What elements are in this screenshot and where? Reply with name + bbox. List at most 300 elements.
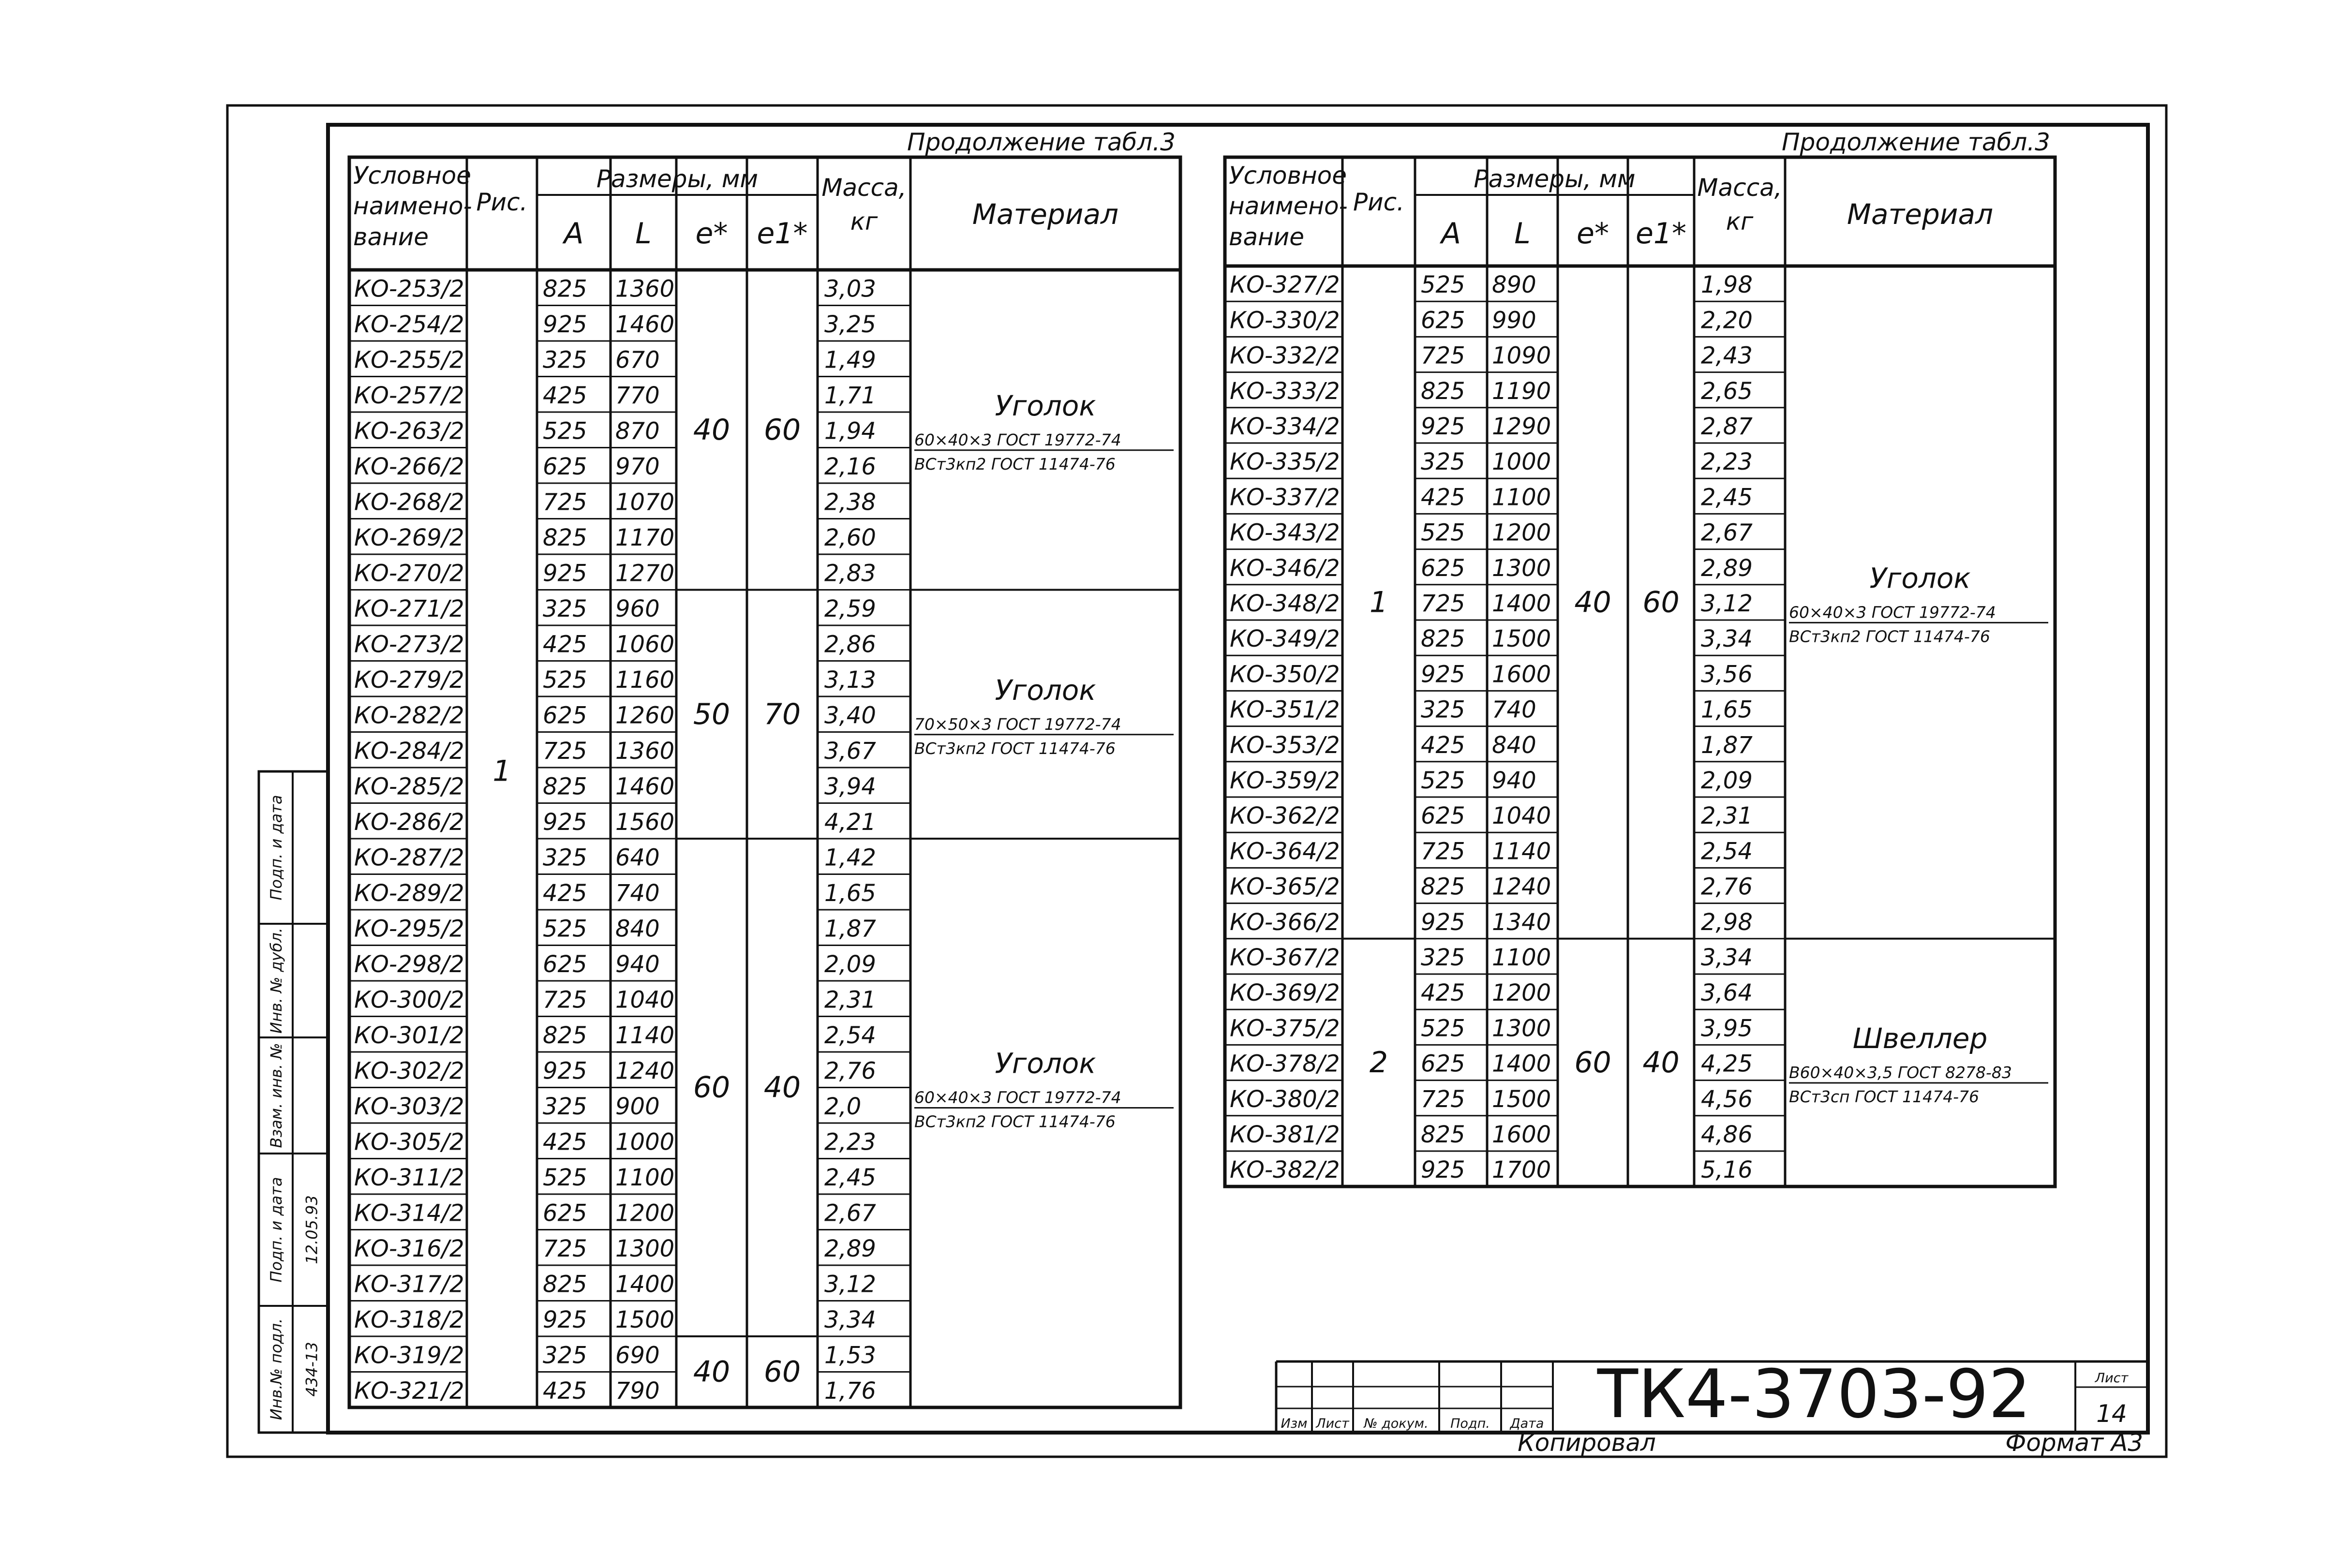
row-a: 325 bbox=[543, 346, 587, 374]
row-mass: 2,89 bbox=[1701, 554, 1753, 582]
row-mass: 4,21 bbox=[824, 809, 876, 836]
row-a: 825 bbox=[543, 1271, 587, 1298]
row-a: 525 bbox=[543, 915, 587, 943]
row-l: 1040 bbox=[1492, 802, 1551, 830]
row-a: 425 bbox=[1421, 979, 1465, 1007]
drawing-code: ТК4-3703-92 bbox=[1597, 1355, 2031, 1433]
row-mass: 3,13 bbox=[824, 666, 876, 694]
row-a: 525 bbox=[1421, 1015, 1465, 1042]
row-l: 970 bbox=[615, 453, 660, 480]
row-l: 1000 bbox=[615, 1128, 675, 1156]
row-l: 1100 bbox=[615, 1164, 675, 1191]
row-l: 1560 bbox=[615, 809, 675, 836]
header-name: наимено- bbox=[353, 192, 472, 220]
row-a: 325 bbox=[543, 595, 587, 622]
row-name: КО-314/2 bbox=[354, 1199, 464, 1227]
row-name: КО-380/2 bbox=[1230, 1085, 1340, 1113]
row-mass: 2,89 bbox=[824, 1235, 876, 1262]
group-material-steel: ВСт3кп2 ГОСТ 11474-76 bbox=[914, 1112, 1116, 1131]
row-a: 825 bbox=[1421, 1121, 1465, 1148]
row-l: 670 bbox=[615, 346, 660, 374]
header-mass: Масса, bbox=[1697, 174, 1782, 202]
row-name: КО-353/2 bbox=[1230, 731, 1340, 759]
row-name: КО-300/2 bbox=[354, 986, 464, 1014]
row-a: 825 bbox=[1421, 377, 1465, 405]
side-stamp-label: Взам. инв. № bbox=[267, 1043, 285, 1148]
side-stamp-label: Подп. и дата bbox=[267, 795, 285, 901]
row-a: 725 bbox=[543, 488, 587, 516]
sheet-frames bbox=[227, 105, 2166, 1457]
row-mass: 1,87 bbox=[824, 915, 876, 943]
row-mass: 1,87 bbox=[1701, 731, 1753, 759]
header-mass: Масса, bbox=[821, 174, 907, 202]
table-border bbox=[349, 157, 1180, 1407]
row-mass: 3,56 bbox=[1701, 661, 1753, 688]
row-l: 940 bbox=[1492, 767, 1536, 794]
header-e1: e1* bbox=[757, 217, 808, 251]
row-a: 925 bbox=[543, 311, 587, 338]
row-mass: 2,45 bbox=[824, 1164, 876, 1191]
row-a: 725 bbox=[1421, 1085, 1465, 1113]
row-a: 625 bbox=[1421, 1050, 1465, 1078]
row-a: 825 bbox=[543, 773, 587, 800]
row-name: КО-332/2 bbox=[1230, 342, 1340, 370]
side-stamp-label: Инв. № дубл. bbox=[267, 928, 285, 1034]
row-a: 425 bbox=[543, 631, 587, 658]
row-name: КО-334/2 bbox=[1230, 413, 1340, 440]
row-mass: 2,59 bbox=[824, 595, 876, 622]
row-l: 960 bbox=[615, 595, 660, 622]
row-name: КО-333/2 bbox=[1230, 377, 1340, 405]
outer-trim-frame bbox=[227, 105, 2166, 1457]
group-fig: 1 bbox=[1369, 585, 1388, 620]
row-l: 1070 bbox=[615, 488, 675, 516]
row-name: КО-375/2 bbox=[1230, 1015, 1340, 1042]
row-mass: 2,65 bbox=[1701, 377, 1753, 405]
header-name: Условное bbox=[353, 162, 472, 190]
group-material-profile: 60×40×3 ГОСТ 19772-74 bbox=[1789, 603, 1996, 622]
header-dims: Размеры, мм bbox=[1474, 165, 1636, 193]
row-mass: 2,31 bbox=[1701, 802, 1753, 830]
row-l: 1500 bbox=[615, 1306, 675, 1333]
title-block-col-label: Лист bbox=[1316, 1416, 1349, 1431]
group-material-profile: 60×40×3 ГОСТ 19772-74 bbox=[914, 430, 1121, 449]
row-l: 1100 bbox=[1492, 944, 1551, 971]
row-name: КО-303/2 bbox=[354, 1093, 464, 1120]
row-a: 525 bbox=[543, 666, 587, 694]
row-l: 1600 bbox=[1492, 1121, 1551, 1148]
row-name: КО-271/2 bbox=[354, 595, 464, 622]
row-mass: 4,56 bbox=[1701, 1085, 1753, 1113]
row-name: КО-321/2 bbox=[354, 1377, 464, 1405]
row-a: 725 bbox=[1421, 590, 1465, 617]
row-l: 1090 bbox=[1492, 342, 1551, 370]
fig-value: 1 bbox=[492, 754, 511, 788]
row-name: КО-348/2 bbox=[1230, 590, 1340, 617]
row-name: КО-269/2 bbox=[354, 524, 464, 551]
row-l: 1270 bbox=[615, 560, 675, 587]
row-mass: 1,76 bbox=[824, 1377, 876, 1405]
header-fig: Рис. bbox=[1353, 188, 1405, 216]
row-l: 640 bbox=[615, 844, 660, 872]
side-stamp bbox=[259, 771, 328, 1433]
row-a: 325 bbox=[1421, 696, 1465, 724]
header-material: Материал bbox=[972, 198, 1119, 231]
row-mass: 2,09 bbox=[1701, 767, 1753, 794]
row-l: 1200 bbox=[1492, 519, 1551, 547]
group-material-steel: ВСт3сп ГОСТ 11474-76 bbox=[1789, 1087, 1980, 1106]
row-l: 1170 bbox=[615, 524, 675, 551]
row-name: КО-335/2 bbox=[1230, 448, 1340, 476]
row-name: КО-266/2 bbox=[354, 453, 464, 480]
group-material-profile: В60×40×3,5 ГОСТ 8278-83 bbox=[1789, 1063, 2012, 1082]
title-block-col-label: Подп. bbox=[1450, 1416, 1490, 1431]
group-e1: 60 bbox=[1642, 585, 1680, 620]
row-mass: 2,38 bbox=[824, 488, 876, 516]
group-e1: 60 bbox=[763, 413, 801, 447]
row-name: КО-366/2 bbox=[1230, 908, 1340, 936]
row-a: 625 bbox=[1421, 802, 1465, 830]
row-mass: 3,03 bbox=[824, 275, 876, 303]
row-l: 1060 bbox=[615, 631, 675, 658]
header-name: наимено- bbox=[1229, 192, 1348, 220]
row-l: 1700 bbox=[1492, 1156, 1551, 1184]
row-name: КО-298/2 bbox=[354, 951, 464, 978]
header-dims: Размеры, мм bbox=[596, 165, 759, 193]
header-mass-unit: кг bbox=[1726, 207, 1754, 236]
row-l: 1190 bbox=[1492, 377, 1551, 405]
row-name: КО-302/2 bbox=[354, 1057, 464, 1085]
group-material-steel: ВСт3кп2 ГОСТ 11474-76 bbox=[914, 739, 1116, 758]
row-mass: 2,20 bbox=[1701, 307, 1753, 334]
row-a: 425 bbox=[543, 1377, 587, 1405]
group-fig: 2 bbox=[1369, 1046, 1388, 1080]
row-a: 725 bbox=[543, 738, 587, 765]
row-a: 925 bbox=[1421, 1156, 1465, 1184]
row-name: КО-284/2 bbox=[354, 738, 464, 765]
row-mass: 2,98 bbox=[1701, 908, 1753, 936]
row-mass: 2,54 bbox=[1701, 838, 1753, 865]
row-l: 1160 bbox=[615, 666, 675, 694]
row-l: 1240 bbox=[615, 1057, 675, 1085]
row-a: 525 bbox=[1421, 767, 1465, 794]
row-name: КО-305/2 bbox=[354, 1128, 464, 1156]
group-e: 60 bbox=[1574, 1046, 1611, 1080]
row-name: КО-365/2 bbox=[1230, 873, 1340, 901]
side-stamp-value: 434-13 bbox=[302, 1342, 321, 1397]
row-l: 1300 bbox=[615, 1235, 675, 1262]
row-l: 990 bbox=[1492, 307, 1536, 334]
row-mass: 5,16 bbox=[1701, 1156, 1753, 1184]
row-mass: 3,64 bbox=[1701, 979, 1753, 1007]
row-mass: 1,98 bbox=[1701, 271, 1753, 299]
side-stamp-value: 12.05.93 bbox=[302, 1195, 321, 1264]
row-l: 1400 bbox=[615, 1271, 675, 1298]
row-l: 890 bbox=[1492, 271, 1536, 299]
row-l: 1290 bbox=[1492, 413, 1551, 440]
row-a: 625 bbox=[1421, 554, 1465, 582]
row-mass: 2,83 bbox=[824, 560, 876, 587]
row-mass: 2,76 bbox=[824, 1057, 876, 1085]
row-a: 525 bbox=[543, 417, 587, 445]
row-l: 740 bbox=[1492, 696, 1536, 724]
row-mass: 2,43 bbox=[1701, 342, 1753, 370]
row-l: 1360 bbox=[615, 275, 675, 303]
row-l: 1040 bbox=[615, 986, 675, 1014]
group-material-name: Уголок bbox=[995, 1047, 1096, 1080]
title-block bbox=[1276, 1355, 2148, 1433]
group-e1: 40 bbox=[1642, 1046, 1680, 1080]
row-name: КО-317/2 bbox=[354, 1271, 464, 1298]
row-l: 1140 bbox=[615, 1022, 675, 1049]
row-l: 1100 bbox=[1492, 484, 1551, 511]
header-mass-unit: кг bbox=[850, 207, 878, 236]
row-name: КО-362/2 bbox=[1230, 802, 1340, 830]
row-a: 325 bbox=[1421, 448, 1465, 476]
row-a: 325 bbox=[1421, 944, 1465, 971]
row-l: 1340 bbox=[1492, 908, 1551, 936]
row-mass: 3,25 bbox=[824, 311, 876, 338]
row-a: 725 bbox=[1421, 342, 1465, 370]
row-a: 925 bbox=[543, 1057, 587, 1085]
row-mass: 3,12 bbox=[824, 1271, 876, 1298]
row-mass: 3,67 bbox=[824, 738, 876, 765]
sheet-number: 14 bbox=[2096, 1400, 2127, 1428]
row-l: 1600 bbox=[1492, 661, 1551, 688]
row-mass: 2,0 bbox=[824, 1093, 862, 1120]
row-l: 740 bbox=[615, 880, 660, 907]
row-name: КО-282/2 bbox=[354, 702, 464, 729]
right-table bbox=[1225, 128, 2055, 1186]
row-a: 525 bbox=[543, 1164, 587, 1191]
row-l: 1140 bbox=[1492, 838, 1551, 865]
row-mass: 1,65 bbox=[1701, 696, 1753, 724]
row-a: 925 bbox=[543, 560, 587, 587]
row-mass: 2,60 bbox=[824, 524, 876, 551]
row-l: 1400 bbox=[1492, 1050, 1551, 1078]
row-mass: 4,25 bbox=[1701, 1050, 1753, 1078]
row-l: 1300 bbox=[1492, 554, 1551, 582]
row-name: КО-301/2 bbox=[354, 1022, 464, 1049]
group-e: 40 bbox=[693, 1355, 730, 1389]
title-block-col-label: № докум. bbox=[1364, 1416, 1429, 1431]
row-a: 525 bbox=[1421, 519, 1465, 547]
header-material: Материал bbox=[1847, 198, 1994, 231]
group-e1: 70 bbox=[763, 697, 801, 731]
row-name: КО-270/2 bbox=[354, 560, 464, 587]
group-e: 40 bbox=[693, 413, 730, 447]
row-name: КО-286/2 bbox=[354, 809, 464, 836]
row-l: 940 bbox=[615, 951, 660, 978]
row-mass: 2,23 bbox=[824, 1128, 876, 1156]
row-l: 1400 bbox=[1492, 590, 1551, 617]
header-e: e* bbox=[1577, 217, 1609, 251]
header-l: L bbox=[635, 217, 652, 251]
group-e1: 40 bbox=[763, 1070, 801, 1105]
row-mass: 1,42 bbox=[824, 844, 876, 872]
row-mass: 2,09 bbox=[824, 951, 876, 978]
group-material-steel: ВСт3кп2 ГОСТ 11474-76 bbox=[914, 454, 1116, 473]
side-stamp-label: Подп. и дата bbox=[267, 1177, 285, 1283]
row-name: КО-367/2 bbox=[1230, 944, 1340, 971]
row-mass: 2,87 bbox=[1701, 413, 1753, 440]
row-mass: 2,54 bbox=[824, 1022, 876, 1049]
group-material-name: Уголок bbox=[995, 673, 1096, 707]
row-l: 1360 bbox=[615, 738, 675, 765]
row-name: КО-351/2 bbox=[1230, 696, 1340, 724]
row-mass: 3,95 bbox=[1701, 1015, 1753, 1042]
row-name: КО-263/2 bbox=[354, 417, 464, 445]
copied-label: Копировал bbox=[1518, 1429, 1656, 1457]
row-l: 1200 bbox=[615, 1199, 675, 1227]
row-a: 425 bbox=[543, 1128, 587, 1156]
row-mass: 1,49 bbox=[824, 346, 876, 374]
row-mass: 1,94 bbox=[824, 417, 876, 445]
row-mass: 1,71 bbox=[824, 382, 876, 409]
group-material-name: Уголок bbox=[1869, 562, 1971, 595]
group-material-name: Швеллер bbox=[1852, 1022, 1988, 1055]
group-e1: 60 bbox=[763, 1355, 801, 1389]
row-mass: 3,94 bbox=[824, 773, 876, 800]
row-name: КО-311/2 bbox=[354, 1164, 464, 1191]
row-name: КО-359/2 bbox=[1230, 767, 1340, 794]
row-mass: 3,12 bbox=[1701, 590, 1753, 617]
group-e: 50 bbox=[693, 697, 730, 731]
title-block-col-label: Дата bbox=[1510, 1416, 1544, 1431]
row-l: 1000 bbox=[1492, 448, 1551, 476]
row-a: 425 bbox=[1421, 484, 1465, 511]
row-l: 1460 bbox=[615, 311, 675, 338]
row-a: 325 bbox=[543, 1093, 587, 1120]
continuation-caption: Продолжение табл.3 bbox=[907, 128, 1176, 156]
row-name: КО-257/2 bbox=[354, 382, 464, 409]
header-a: A bbox=[1441, 217, 1461, 251]
row-name: КО-285/2 bbox=[354, 773, 464, 800]
header-a: A bbox=[564, 217, 584, 251]
row-a: 625 bbox=[543, 453, 587, 480]
row-a: 825 bbox=[543, 524, 587, 551]
group-material-steel: ВСт3кп2 ГОСТ 11474-76 bbox=[1789, 627, 1990, 646]
row-name: КО-381/2 bbox=[1230, 1121, 1340, 1148]
row-l: 1500 bbox=[1492, 625, 1551, 653]
row-name: КО-253/2 bbox=[354, 275, 464, 303]
row-name: КО-255/2 bbox=[354, 346, 464, 374]
row-a: 625 bbox=[543, 1199, 587, 1227]
row-mass: 3,40 bbox=[824, 702, 876, 729]
row-l: 870 bbox=[615, 417, 660, 445]
row-a: 625 bbox=[543, 951, 587, 978]
row-l: 1460 bbox=[615, 773, 675, 800]
row-mass: 2,16 bbox=[824, 453, 876, 480]
left-table bbox=[349, 128, 1180, 1407]
row-a: 925 bbox=[543, 809, 587, 836]
row-mass: 2,86 bbox=[824, 631, 876, 658]
row-a: 425 bbox=[1421, 731, 1465, 759]
row-name: КО-327/2 bbox=[1230, 271, 1340, 299]
row-a: 925 bbox=[1421, 908, 1465, 936]
row-name: КО-346/2 bbox=[1230, 554, 1340, 582]
row-a: 825 bbox=[543, 1022, 587, 1049]
row-name: КО-295/2 bbox=[354, 915, 464, 943]
row-a: 825 bbox=[1421, 873, 1465, 901]
row-name: КО-369/2 bbox=[1230, 979, 1340, 1007]
row-a: 325 bbox=[543, 1342, 587, 1369]
row-name: КО-337/2 bbox=[1230, 484, 1340, 511]
row-a: 425 bbox=[543, 880, 587, 907]
row-a: 725 bbox=[1421, 838, 1465, 865]
row-mass: 2,31 bbox=[824, 986, 876, 1014]
row-l: 690 bbox=[615, 1342, 660, 1369]
group-material-profile: 60×40×3 ГОСТ 19772-74 bbox=[914, 1088, 1121, 1107]
row-l: 1500 bbox=[1492, 1085, 1551, 1113]
header-e: e* bbox=[695, 217, 728, 251]
row-mass: 2,23 bbox=[1701, 448, 1753, 476]
row-l: 790 bbox=[615, 1377, 660, 1405]
header-e1: e1* bbox=[1635, 217, 1687, 251]
row-mass: 1,65 bbox=[824, 880, 876, 907]
side-stamp-label: Инв.№ подл. bbox=[267, 1318, 285, 1420]
row-name: КО-279/2 bbox=[354, 666, 464, 694]
row-a: 525 bbox=[1421, 271, 1465, 299]
row-a: 625 bbox=[543, 702, 587, 729]
group-material-name: Уголок bbox=[995, 389, 1096, 422]
header-name: Условное bbox=[1229, 162, 1347, 190]
row-name: КО-364/2 bbox=[1230, 838, 1340, 865]
row-mass: 3,34 bbox=[1701, 944, 1753, 971]
header-name: вание bbox=[1229, 223, 1305, 251]
format-label: Формат А3 bbox=[2005, 1429, 2143, 1457]
row-name: КО-318/2 bbox=[354, 1306, 464, 1333]
row-a: 725 bbox=[543, 986, 587, 1014]
header-fig: Рис. bbox=[476, 188, 528, 216]
row-l: 840 bbox=[1492, 731, 1536, 759]
row-l: 770 bbox=[615, 382, 660, 409]
row-name: КО-316/2 bbox=[354, 1235, 464, 1262]
row-name: КО-382/2 bbox=[1230, 1156, 1340, 1184]
sheet-label: Лист bbox=[2095, 1371, 2129, 1386]
row-a: 325 bbox=[543, 844, 587, 872]
group-e: 60 bbox=[693, 1070, 730, 1105]
row-mass: 2,45 bbox=[1701, 484, 1753, 511]
group-e: 40 bbox=[1574, 585, 1611, 620]
row-a: 925 bbox=[543, 1306, 587, 1333]
row-name: КО-268/2 bbox=[354, 488, 464, 516]
row-name: КО-273/2 bbox=[354, 631, 464, 658]
row-a: 925 bbox=[1421, 413, 1465, 440]
row-l: 1200 bbox=[1492, 979, 1551, 1007]
row-a: 825 bbox=[1421, 625, 1465, 653]
row-name: КО-254/2 bbox=[354, 311, 464, 338]
header-name: вание bbox=[353, 223, 429, 251]
header-l: L bbox=[1514, 217, 1531, 251]
row-name: КО-350/2 bbox=[1230, 661, 1340, 688]
row-mass: 1,53 bbox=[824, 1342, 876, 1369]
row-l: 1300 bbox=[1492, 1015, 1551, 1042]
row-name: КО-330/2 bbox=[1230, 307, 1340, 334]
row-name: КО-343/2 bbox=[1230, 519, 1340, 547]
row-a: 925 bbox=[1421, 661, 1465, 688]
row-a: 625 bbox=[1421, 307, 1465, 334]
row-a: 725 bbox=[543, 1235, 587, 1262]
row-mass: 4,86 bbox=[1701, 1121, 1753, 1148]
row-a: 425 bbox=[543, 382, 587, 409]
title-block-col-label: Изм bbox=[1281, 1416, 1308, 1431]
row-mass: 2,67 bbox=[824, 1199, 876, 1227]
row-l: 1260 bbox=[615, 702, 675, 729]
group-material-profile: 70×50×3 ГОСТ 19772-74 bbox=[914, 714, 1121, 734]
row-name: КО-289/2 bbox=[354, 880, 464, 907]
row-name: КО-378/2 bbox=[1230, 1050, 1340, 1078]
